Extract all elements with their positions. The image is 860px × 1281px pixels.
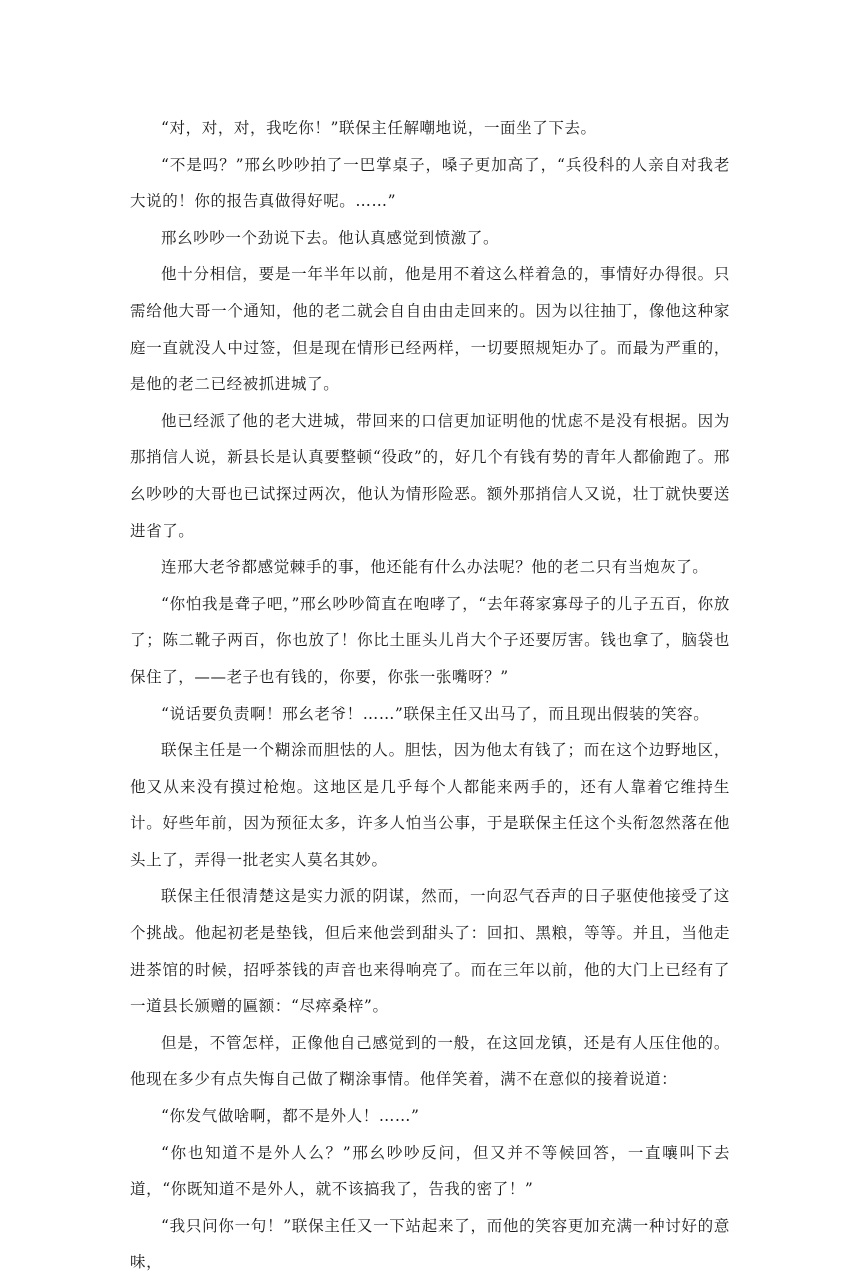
paragraph: 邢幺吵吵一个劲说下去。他认真感觉到愤激了。: [161, 228, 500, 247]
document-body: [130, 110, 730, 1281]
paragraph: “不是吗？”邢幺吵吵拍了一巴掌桌子，嗓子更加高了，“兵役科的人亲自对我老大说的！你的报告真做得好呢。……”: [130, 155, 730, 211]
paragraph: 联保主任是一个糊涂而胆怯的人。胆怯，因为他太有钱了；而在这个边野地区，他又从来没有摸过枪炮。这地区是几乎每个人都能来两手的，还有人靠着它维持生计。好些年前，因为预征太多，许多人怕当公事，于是联保主任这个头衔忽然落在他头上了，弄得一批老实人莫名其妙。: [130, 741, 730, 869]
paragraph: “说话要负责啊！邢幺老爷！……”联保主任又出马了，而且现出假装的笑容。: [161, 704, 710, 723]
paragraph: 但是，不管怎样，正像他自己感觉到的一般，在这回龙镇，还是有人压住他的。他现在多少有点失悔自己做了糊涂事情。他佯笑着，满不在意似的接着说道：: [130, 1033, 730, 1089]
paragraph: 他已经派了他的老大进城，带回来的口信更加证明他的忧虑不是没有根据。因为那捎信人说，新县长是认真要整顿“役政”的，好几个有钱有势的青年人都偷跑了。邢幺吵吵的大哥也已试探过两次，他认为情形险恶。额外那捎信人又说，壮丁就快要送进省了。: [130, 411, 730, 540]
paragraph: “你怕我是聋子吧，”邢幺吵吵简直在咆哮了，“去年蒋家寡母子的儿子五百，你放了；陈二靴子两百，你也放了！你比土匪头儿肖大个子还要厉害。钱也拿了，脑袋也保住了，——老子也有钱的，你要，你张一张嘴呀？”: [130, 594, 730, 686]
paragraph: 连邢大老爷都感觉棘手的事，他还能有什么办法呢？他的老二只有当炮灰了。: [161, 558, 709, 577]
paragraph: “你发气做啥啊，都不是外人！……”: [161, 1107, 420, 1126]
paragraph: “对，对，对，我吃你！”联保主任解嘲地说，一面坐了下去。: [161, 119, 597, 137]
paragraph: “我只问你一句！”联保主任又一下站起来了，而他的笑容更加充满一种讨好的意味，: [130, 1216, 730, 1272]
paragraph: 他十分相信，要是一年半年以前，他是用不着这么样着急的，事情好办得很。只需给他大哥一个通知，他的老二就会自自由由走回来的。因为以往抽丁，像他这种家庭一直就没人中过签，但是现在情形已经两样，一切要照规矩办了。而最为严重的，是他的老二已经被抓进城了。: [130, 265, 730, 394]
paragraph: 联保主任很清楚这是实力派的阴谋，然而，一向忍气吞声的日子驱使他接受了这个挑战。他起初老是垫钱，但后来他尝到甜头了：回扣、黑粮，等等。并且，当他走进茶馆的时候，招呼茶钱的声音也来得响亮了。而在三年以前，他的大门上已经有了一道县长颁赠的匾额：“尽瘁桑梓”。: [130, 887, 730, 1016]
paragraph: “你也知道不是外人么？”邢幺吵吵反问，但又并不等候回答，一直嚷叫下去道，“你既知道不是外人，就不该搞我了，告我的密了！”: [130, 1143, 730, 1199]
